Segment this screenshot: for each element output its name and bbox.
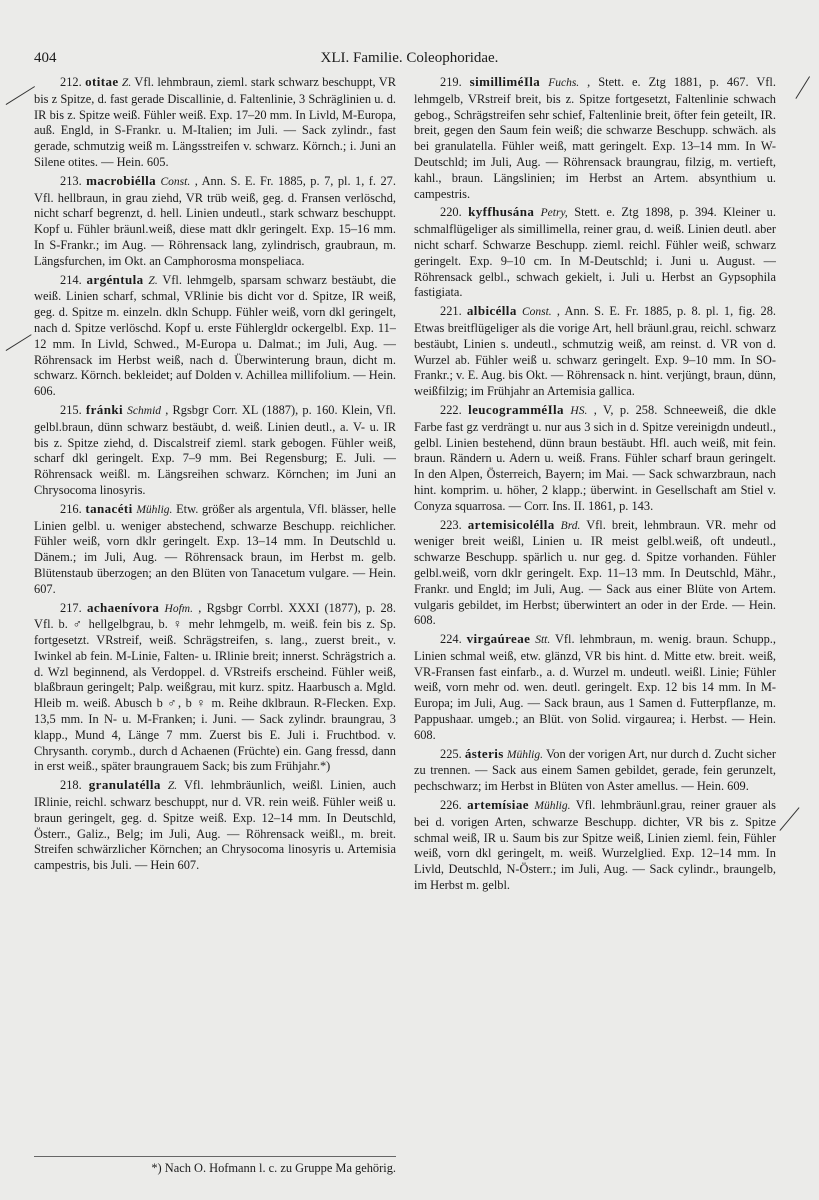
species-entry	[34, 74, 396, 171]
footnote-text: *) Nach O. Hofmann l. c. zu Gruppe Ma gehörig.	[151, 1161, 396, 1175]
species-author: Schmid	[127, 404, 162, 417]
entry-description: Von der vorigen Art, nur durch d. Zucht sicher zu trennen. — Sack aus einem Samen gebildet, gerade, fein gerunzelt, pechschwarz; im Herbst in Blüten von Aster amellus. — Hein. 609.	[414, 746, 776, 794]
species-name: achaenívora	[86, 599, 160, 615]
species-name: argéntula	[86, 271, 144, 287]
species-author: Stt.	[535, 634, 551, 647]
text-columns	[34, 74, 790, 1174]
species-entry	[34, 777, 396, 874]
species-author: Z.	[121, 77, 132, 89]
species-author: Const.	[160, 175, 191, 188]
entry-number: 213.	[60, 173, 82, 188]
species-entry	[414, 631, 776, 744]
entry-description: Vfl. lehmbräunlich, weißl. Linien, auch IRlinie, reichl. schwarz beschuppt, nur d. VR. rein weiß. Fühler weiß u. braun geringelt, geg. d. Spitze weiß. Exp. 12–14 mm. In Deutschld, Österr., Galiz., Belg; im Juli, Aug. — Röhrensack weißl., m. breit. Streifen schwärzlicher Körnchen; an Chrysocoma linosyris u. Artemisia campestris, bis Juli. — Hein 607.	[34, 778, 396, 873]
entry-description: , Rgsbgr Corrbl. XXXI (1877), p. 28. Vfl. b. ♂ hellgelbgrau, b. ♀ mehr lehmgelb, m. weiß. fein bis z. Sp. fortgesetzt. VRstreif, weiß. Schrägstreifen, s. lang., zuerst breit., v. Iwinkel ab fein. M-Linie, Falten- u. IRlinie breit; innerst. Schrägstrich a. d. Wzl beginnend, als Verdoppel. d. VRstreifs erscheind. Fühler weiß, blaßbraun geringelt; Palp. weißgrau, mit kurz. spitz. Haarbusch a. Mgld. Hleib m. weiß. Abusch b ♂, b ♀ m. Reihe dklbraun. R-Flecken. Exp. 13,5 mm. In N- u. M-Franken; i. Juni. — Sack zylindr. braungrau, 3 klapp., Mund 4, Länge 7 mm. Zuerst bis E. Juli i. Fruchtbod. v. Chrysanth. corymb., durch d Achaenen (Früchte) ein. Gang fressd, dann in erst weiß., später braungrauem Sack; bis zum Frühjahr.*)	[34, 600, 396, 774]
right-column	[414, 74, 776, 1174]
entry-number: 215.	[60, 402, 82, 417]
species-author: Petry,	[540, 207, 568, 220]
species-name: fránki	[85, 401, 123, 417]
species-author: Hofm.	[164, 602, 193, 615]
species-name: artemísiae	[467, 797, 529, 813]
species-name: macrobiélla	[86, 172, 157, 188]
entry-description: Vfl. breit, lehmbraun. VR. mehr od weniger breit weißl, Linien u. IR meist gelbl.weiß, oft undeutl., schwarze Beschupp. spärlich u. nur geg. d. Spitze vorhanden. Fühler gelbl.weiß, vorn dklr geringelt. Exp. 11–13 mm. In Deutschld, Mähr., Frankr. und Engld; im Juli, Aug. — Sack aus einer Blüte von Artem. vulgaris gebildet, im Herbst; überwintert an oder in der Erde. — Hein. 608.	[414, 517, 776, 628]
entry-number: 217.	[60, 600, 82, 615]
entry-number: 226.	[440, 798, 462, 813]
page-number: 404	[34, 50, 57, 66]
entry-description: , V, p. 258. Schneeweiß, die dkle Farbe fast gz verdrängt u. nur aus 3 sich in d. Spitze vereinigdn undeutl., gelbl. Linien bestehend, dünn braun bestäubt. Hfl. auch weiß, mit fein. braun. Rändern u. Adern u. weiß. Frans. Fühler scharf braun geringelt. In den Alpen, Österreich, Bayern; im Mai. — Sack schwarzbraun, nach hint. komprim. u. höher, 2 klapp.; überwint. in Gesellschaft am Stiel v. Conyza squarrosa. — Corr. Ins. II. 1861, p. 143.	[414, 402, 776, 513]
species-entry	[34, 402, 396, 499]
species-entry	[34, 173, 396, 270]
pencil-mark-left-1	[6, 86, 36, 105]
species-entry	[414, 746, 776, 795]
species-name: tanacéti	[85, 500, 133, 516]
species-name: virgaúreae	[466, 631, 531, 647]
species-entry	[414, 303, 776, 400]
entry-number: 222.	[440, 402, 462, 417]
footnote	[34, 1156, 396, 1176]
running-title: XLI. Familie. Coleophoridae.	[320, 50, 499, 66]
species-name: leucogramméIla	[468, 401, 564, 417]
entry-description: , Ann. S. E. Fr. 1885, p. 8. pl. 1, fig. 28. Etwas breitflügeliger als die vorige Art, hell bräunl.grau, reichl. schwarz bestäubt, Linien s. undeutl., schmutzig weiß, am reinst. d. VR von d. Wurzel ab. Fühler weiß u. schwarz geringelt. Exp. 9–10 mm. In SO-Frankr.; v. E. Aug. bis Okt. — Röhrensack n. hint. verjüngt, braun, dünn, weißfilzig; im Frühjahr an Artemisia gallica.	[414, 304, 776, 399]
species-name: kyffhusána	[468, 204, 535, 220]
species-entry	[414, 797, 776, 894]
species-entry	[34, 272, 396, 400]
entry-number: 220.	[440, 205, 462, 220]
species-name: albicélla	[466, 303, 517, 319]
species-name: otitae	[85, 74, 119, 89]
species-author: HS.	[570, 404, 588, 417]
entry-description: Vfl. lehmbraun, m. wenig. braun. Schupp., Linien schmal weiß, etw. glänzd, VR bis hint. d. Mitte etw. breit. weiß, VR-Fransen fast einfarb., a. d. Wurzel m. undeutl. weißl. Linie; Fühler weiß, vorn mehr od. wen. deutl. geringelt. Exp. 12 bis 14 mm. In M-Europa; im Juli, Aug. — Sack braun, aus 1 Samen d. Futterpflanze, m. Pappushaar. umgeb.; an Blüt. von Solid. virgaurea; i. Herbst. — Hein. 608.	[414, 632, 776, 742]
species-author: Mühlig.	[506, 748, 544, 761]
species-entry	[34, 600, 396, 776]
species-entry	[414, 402, 776, 515]
left-column	[34, 74, 396, 1174]
species-name: ásteris	[464, 745, 504, 761]
entry-number: 223.	[440, 517, 462, 532]
entry-number: 219.	[440, 75, 462, 89]
species-entry	[414, 517, 776, 630]
entry-description: Vfl. lehmgelb, sparsam schwarz bestäubt, die weiß. Linien scharf, schmal, VRlinie bis dicht vor d. Spitze, IR weiß, geg. d. Spitze m. einzeln. dkln Schupp. Fühler weiß, vorn dkl geringelt, nach d. Spitze verlöschd. Kopf u. erste Fühlergldr ockergelbl. Exp. 11–12 mm. In Livld, Schwed., M-Europa u. Dalmat.; im Juli, Aug. — Röhrensack im Herbst weiß, nach d. Überwinterung braun, dicht m. schwarz. Körnch. bekleidet; auf Dolden v. Achillea millifolium. — Hein. 606.	[34, 272, 396, 399]
species-author: Mühlig.	[534, 800, 571, 813]
species-name: granulatélla	[88, 777, 161, 793]
entry-description: Vfl. lehmbraun, zieml. stark schwarz beschuppt, VR bis z Spitze, d. fast gerade Discallinie, d. Faltenlinie, 3 Schräglinien u. d. IR bis z. Spitze weiß. Fühler weiß. Exp. 17–20 mm. In Livld, M-Europa, auß. Engld, in S-Frankr. u. M-Italien; im Juli. — Sack zylindr., fast gerade, schmutzig weiß m. Längsstreifen v. schwarz. Körnch.; i. Juni an Silene otites. — Hein. 605.	[34, 75, 396, 169]
page-header	[34, 50, 785, 70]
species-author: Z.	[148, 274, 158, 287]
entry-description: , Stett. e. Ztg 1881, p. 467. Vfl. lehmgelb, VRstreif breit, bis z. Spitze fortgesetzt, Faltenlinie schwach gebog., Schrägstreifen sehr schief, Faltenlinie breit, öfter fein geteilt, IR. breit, gegen den Saum fein weiß; die schwarze Beschupp. schwäch. als bei granulatella. Fühler weiß, matt geringelt. Exp. 13–14 mm. In W-Deutschld; im Juli, Aug. — Röhrensack braungrau, filzig, m. vertieft, kahl., braun. Längslinien; im Herbst an Artem. absynthium u. campestris.	[414, 75, 776, 201]
species-entry	[414, 204, 776, 301]
entry-description: , Ann. S. E. Fr. 1885, p. 7, pl. 1, f. 27. Vfl. hellbraun, in grau ziehd, VR trüb weiß, geg. d. Fransen verlöschd, nicht scharf begrenzt, d. hell. Linien undeutl., stark schwarz beschuppt. Kopf u. Fühler bräunl.weiß, diese matt dklr geringelt. Exp. 15–16 mm. In S-Frankr.; im Aug. — Röhrensack lang, zylindrisch, graubraun, m. Längsfurchen, im Okt. an Camphorosma monspeliaca.	[34, 173, 396, 268]
entry-description: Stett. e. Ztg 1898, p. 394. Kleiner u. schmalflügeliger als simillimella, reiner grau, d. weiß. Linien deutl. aber nicht scharf. Schwarze Beschupp. zieml. reichl. Fühler weiß, schwarz geringelt. Exp. 9–10 cm. In M-Deutschld; i. Juni u. August. — Röhrensack gelbl., schwach gekielt, i. Juli u. Herbst an Gypsophila fastigiata.	[414, 205, 776, 300]
entry-number: 214.	[60, 272, 82, 287]
species-author: Z.	[167, 780, 178, 793]
entry-number: 224.	[440, 632, 462, 647]
entry-description: Etw. größer als argentula, Vfl. blässer, helle Linien gelbl. u. weniger abstechend, schwarze Beschupp. reichlicher. Fühler weiß, vorn dklr geringelt. Exp. 13–14 mm. In Deutschld u. Dänem.; im Juli, Aug. — Röhrensack braun, im Herbst m. gelb. Blütenstaub überzogen; an den Blüten von Tanacetum vulgare. — Hein. 607.	[34, 501, 396, 596]
entry-description: , Rgsbgr Corr. XL (1887), p. 160. Klein, Vfl. gelbl.braun, dünn schwarz bestäubt, d. weiß. Linien deutl., a. V- u. IR bis z. Spitze ziehd, d. Discalstreif zieml. stark gebogen. Fühler weiß, scharf dkl geringelt. Exp. 7–9 mm. Bei Regensburg; E. Juli. — Röhrensack weißl. m. Längsreihen schwarz. Körnchen; im Juni an Chrysocoma linosyris.	[34, 402, 396, 497]
species-name: artemisicolélla	[467, 516, 555, 532]
pencil-mark-right-1	[795, 76, 810, 99]
entry-number: 212.	[60, 75, 82, 89]
entry-description: Vfl. lehmbräunl.grau, reiner grauer als bei d. vorigen Arten, schwarze Beschupp. dichter, VR bis z. Spitze schmal weiß, IR u. Saum bis zur Spitze weiß, Linien zieml. fein, Fühler weiß, vorn dkl geringelt, m. weiß. Wurzelglied. Exp. 12–14 mm. In Livld, Deutschld, N-Österr.; im Juli, Aug. — Sack cylindr., braungelb, im Herbst m. gelbl.	[414, 798, 776, 893]
species-author: Mühlig.	[136, 503, 173, 516]
species-author: Fuchs.	[548, 77, 580, 89]
species-author: Brd.	[560, 519, 581, 532]
entry-number: 218.	[60, 778, 82, 793]
pencil-mark-left-2	[6, 334, 32, 351]
species-entry	[34, 501, 396, 598]
species-entry	[414, 74, 776, 202]
entry-number: 221.	[440, 304, 462, 319]
entry-number: 225.	[440, 746, 462, 761]
entry-number: 216.	[60, 501, 82, 516]
species-name: similliméIla	[469, 74, 541, 89]
species-author: Const.	[521, 306, 552, 319]
